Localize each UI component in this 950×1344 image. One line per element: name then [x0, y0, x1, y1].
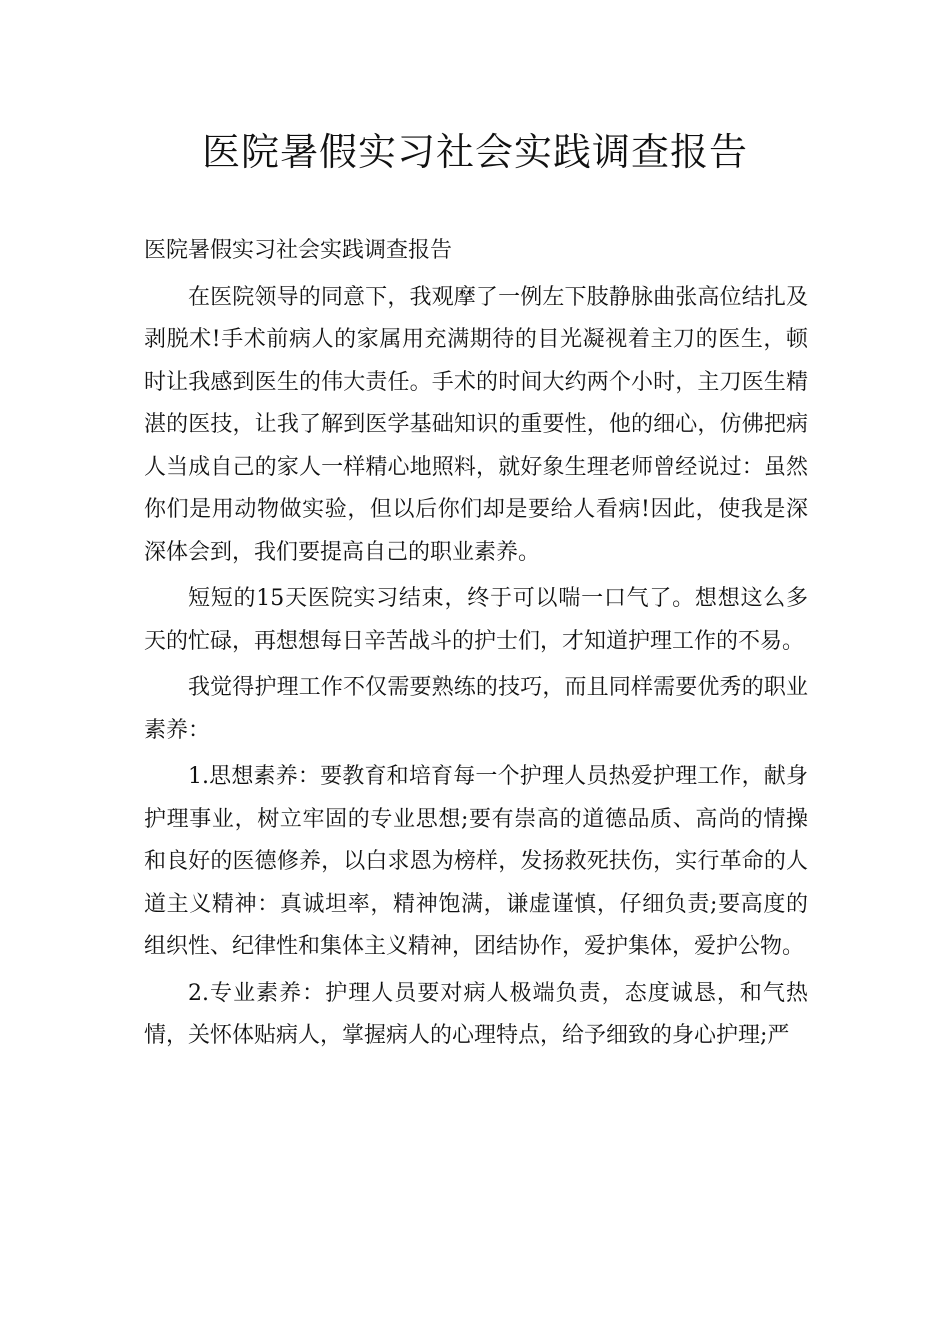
paragraph-professional-quality: 2.专业素养：护理人员要对病人极端负责，态度诚恳，和气热情，关怀体贴病人，掌握病人的心理特点，给予细致的身心护理;严 — [144, 980, 808, 1048]
document-body — [144, 230, 808, 1062]
document-title: 医院暑假实习社会实践调查报告 — [201, 130, 748, 174]
paragraph-internship-end: 短短的15天医院实习结束，终于可以喘一口气了。想想这么多天的忙碌，再想想每日辛苦战斗的护士们，才知道护理工作的不易。 — [144, 586, 808, 654]
paragraph-observation: 在医院领导的同意下，我观摩了一例左下肢静脉曲张高位结扎及剥脱术!手术前病人的家属用充满期待的目光凝视着主刀的医生，顿时让我感到医生的伟大责任。手术的时间大约两个小时，主刀医生精湛的医技，让我了解到医学基础知识的重要性，他的细心，仿佛把病人当成自己的家人一样精心地照料，就好象生理老师曾经说过：虽然你们是用动物做实验，但以后你们却是要给人看病!因此，使我是深深体会到，我们要提高自己的职业素养。 — [144, 284, 808, 565]
document-subtitle: 医院暑假实习社会实践调查报告 — [144, 238, 453, 263]
paragraph-professional-qualities: 我觉得护理工作不仅需要熟练的技巧，而且同样需要优秀的职业素养： — [144, 675, 808, 743]
paragraph-ideological-quality: 1.思想素养：要教育和培育每一个护理人员热爱护理工作，献身护理事业，树立牢固的专业思想;要有崇高的道德品质、高尚的情操和良好的医德修养，以白求恩为榜样，发扬救死扶伤，实行革命的人道主义精神：真诚坦率，精神饱满，谦虚谨慎，仔细负责;要高度的组织性、纪律性和集体主义精神，团结协作，爱护集体，爱护公物。 — [144, 764, 808, 959]
